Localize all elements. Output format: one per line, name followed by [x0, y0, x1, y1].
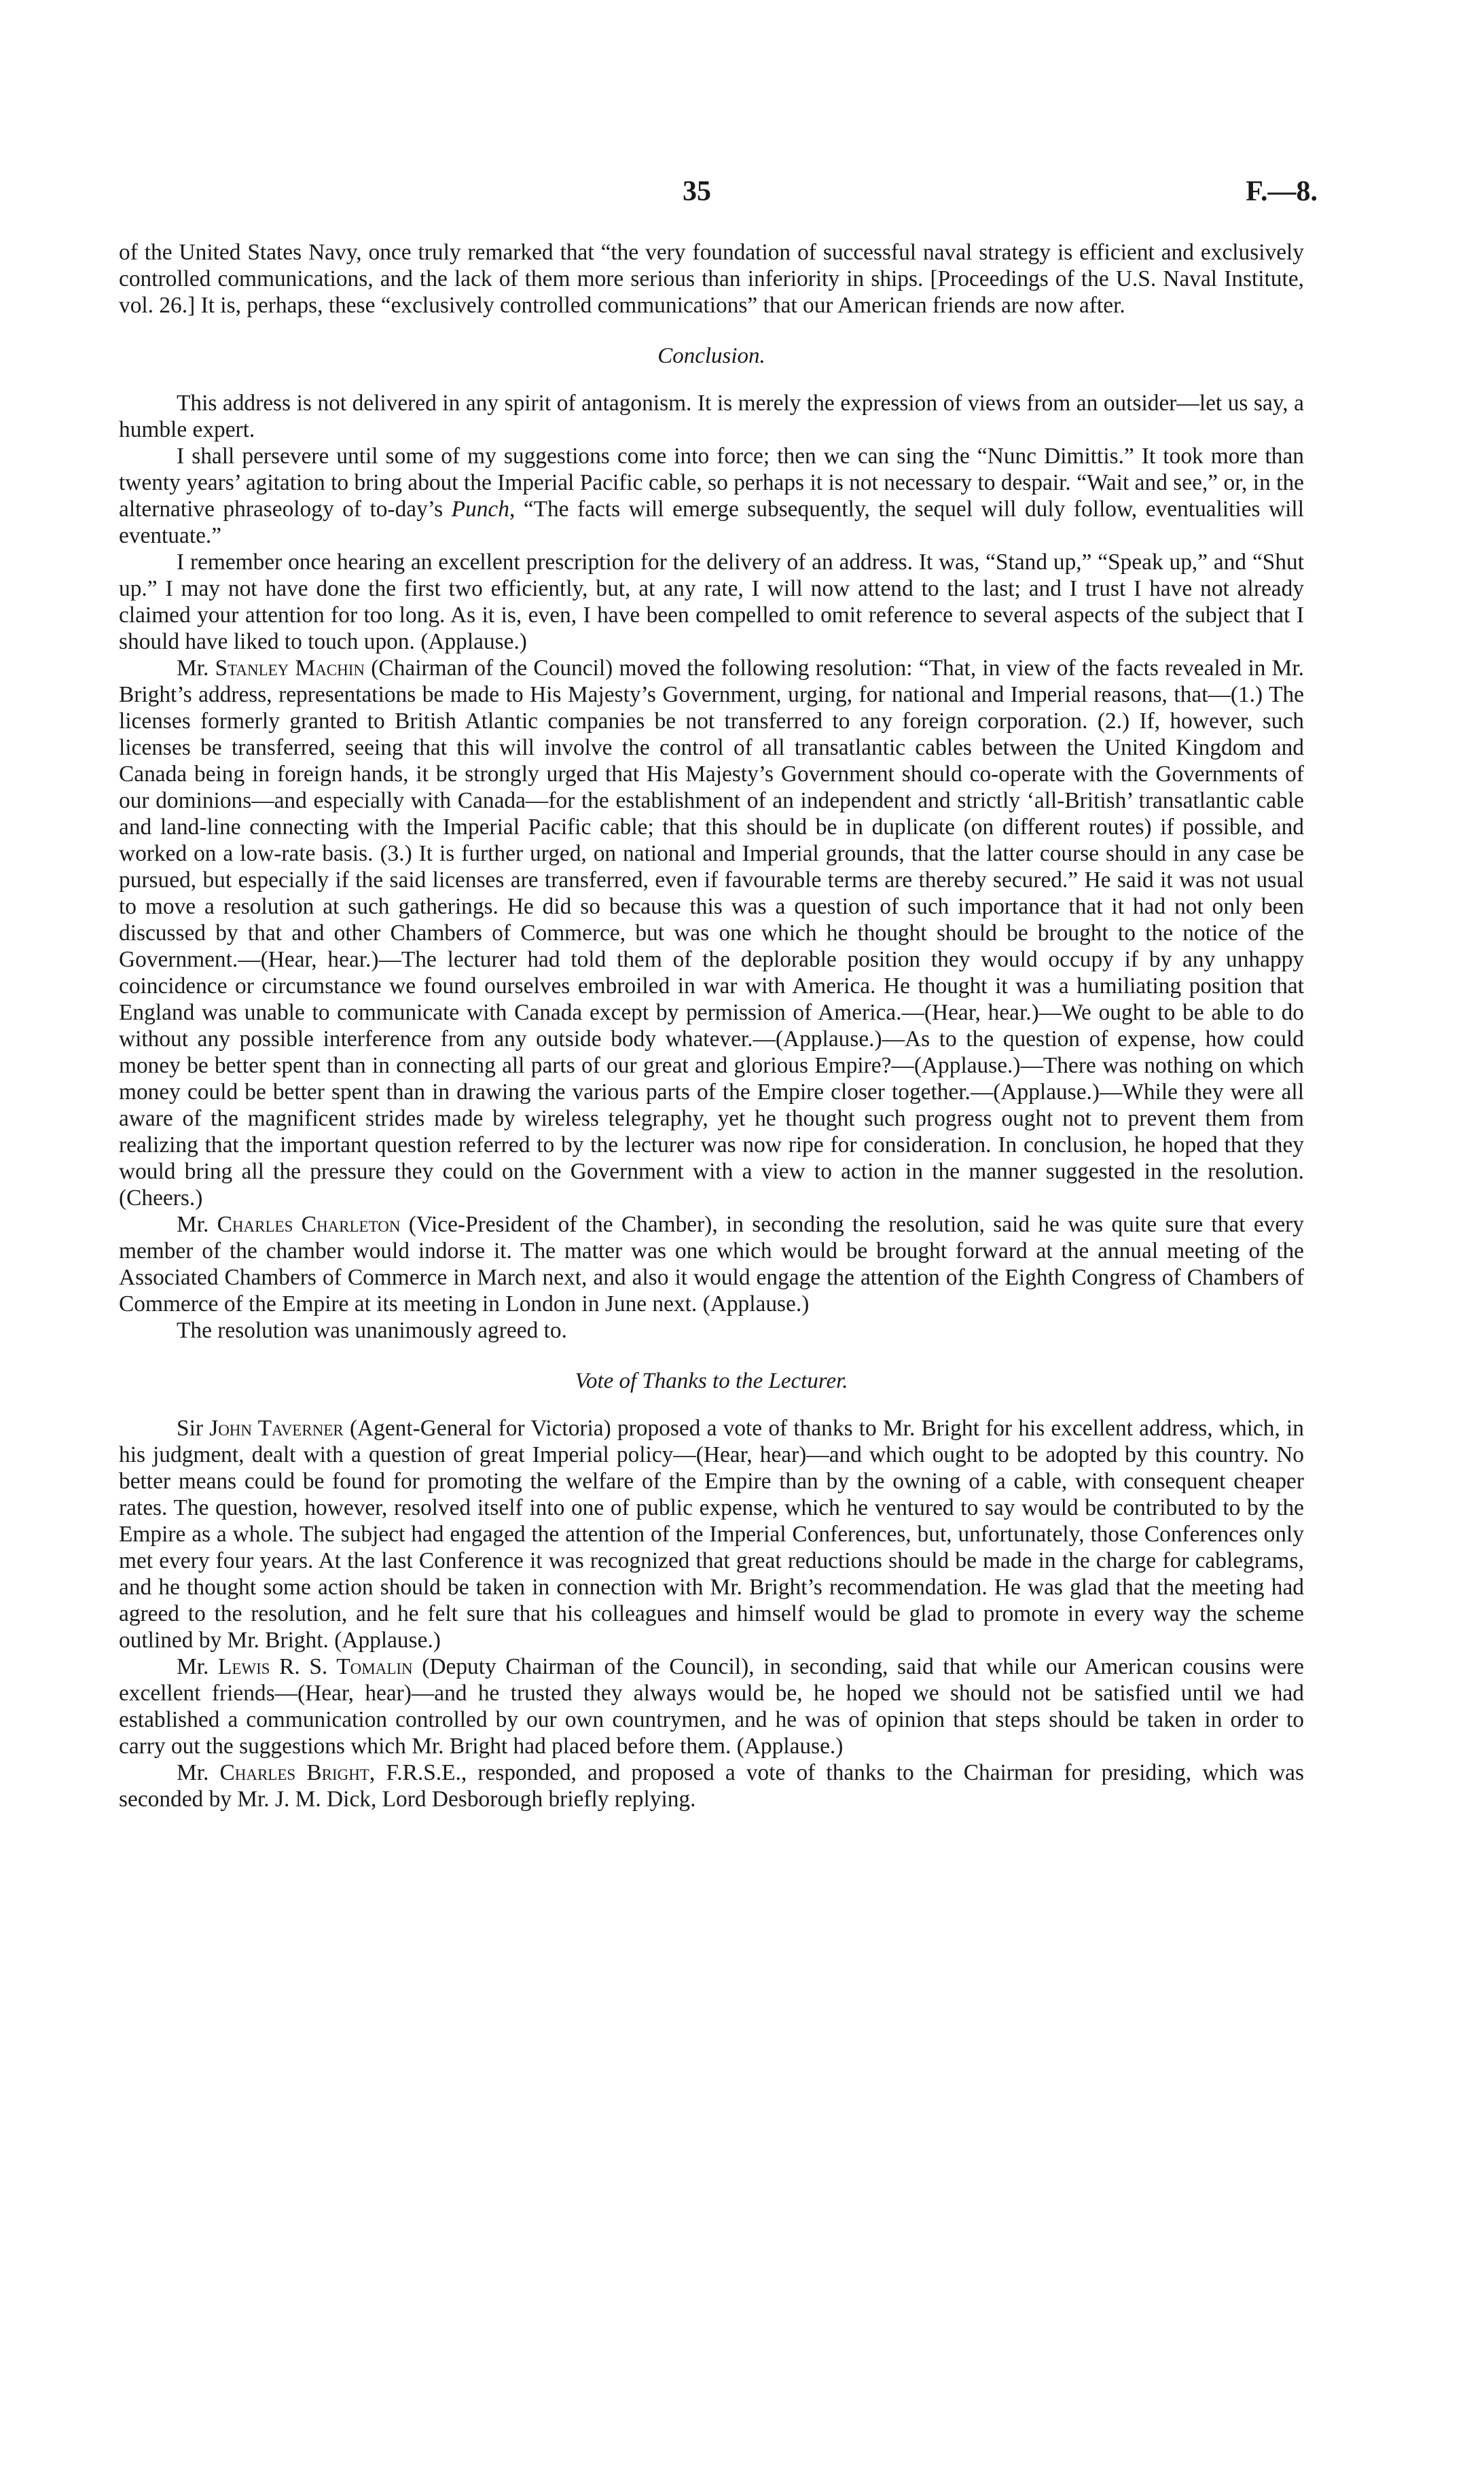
tomalin-text: (Deputy Chairman of the Council), in seconding, said that while our American cousins were excellent friends—(Hear, hear)—and he trusted they always would be, he hoped we should not be satisfied until we had established a communication controlled by our own countrymen, and he was of opinion that steps should be taken in order to carry out the suggestions which Mr. Bright had placed before them. (Applause.) [119, 1654, 1305, 1759]
machin-text: (Chairman of the Council) moved the following resolution: “That, in view of the facts revealed in Mr. Bright’s address, representations be made to His Majesty’s Government, urging, for national and Imperial reasons, that—(1.) The licenses formerly granted to British Atlantic companies be not transferred to any foreign corporation. (2.) If, however, such licenses be transferred, seeing that this will involve the control of all transatlantic cables between the United Kingdom and Canada being in foreign hands, it be strongly urged that His Majesty’s Government should co-operate with the Governments of our dominions—and especially with Canada—for the establishment of an independent and strictly ‘all-British’ transatlantic cable and land-line connecting with the Imperial Pacific cable; that this should be in duplicate (on different routes) if possible, and worked on a low-rate basis. (3.) It is further urged, on national and Imperial grounds, that the latter course should in any case be pursued, but especially if the said licenses are transferred, even if favourable terms are thereby secured.” He said it was not usual to move a resolution at such gatherings. He did so because this was a question of such importance that it had not only been discussed by that and other Chambers of Commerce, but was one which he thought should be brought to the notice of the Government.—(Hear, hear.)—The lecturer had told them of the deplorable position they would occupy if by any unhappy coincidence or circumstance we found ourselves embroiled in war with America. He thought it was a humiliating position that England was unable to communicate with Canada except by permission of America.—(Hear, hear.)—We ought to be able to do without any possible interference from any outside body whatever.—(Applause.)—As to the question of expense, how could money be better spent than in connecting all parts of our great and glorious Empire?—(Applause.)—There was nothing on which money could be better spent than in drawing the various parts of the Empire closer together.—(Applause.)—While they were all aware of the magnificent strides made by wireless telegraphy, yet he thought such progress ought not to prevent them from realizing that the important question referred to by the lecturer was now ripe for consideration. In conclusion, he hoped that they would bring all the pressure they could on the Government with a view to action in the manner suggested in the resolution. (Cheers.) [119, 656, 1304, 1211]
charleton-title: Mr. [177, 1212, 209, 1237]
page-number: 35 [683, 176, 711, 207]
conclusion-paragraph-1: This address is not delivered in any spirit of antagonism. It is merely the expression of views from an outsider—let us say, a humble expert. [119, 391, 1304, 442]
taverner-text: (Agent-General for Victoria) proposed a vote of thanks to Mr. Bright for his excellent address, which, in his judgment, dealt with a question of great Imperial policy—(Hear, hear)—and which ought to be adopted by this country. No better means could be found for promoting the welfare of the Empire than by the owning of a cable, with consequent cheaper rates. The question, however, resolved itself into one of public expense, which he ventured to say would be contributed to by the Empire as a whole. The subject had engaged the attention of the Imperial Conferences, but, unfortunately, those Conferences only met every four years. At the last Conference it was recognized that great reductions should be made in the charge for cablegrams, and he thought some action should be taken in connection with Mr. Bright’s recommendation. He was glad that the meeting had agreed to the resolution, and he felt sure that his colleagues and himself would be glad to promote in every way the scheme outlined by Mr. Bright. (Applause.) [119, 1416, 1304, 1653]
conclusion-paragraph-2-text-b: , “The facts will emerge subsequently, the sequel will duly follow, eventualities will eventuate.” [119, 497, 1304, 548]
page-body [119, 239, 1304, 1812]
conclusion-paragraph-2-text-a: I shall persevere until some of my suggestions come into force; then we can sing the “Nunc Dimittis.” It took more than twenty years’ agitation to bring about the Imperial Pacific cable, so perhaps it is not necessary to despair. “Wait and see,” or, in the alternative phraseology of to-day’s [119, 444, 1304, 522]
section-heading-conclusion: Conclusion. [657, 344, 765, 368]
charleton-text: (Vice-President of the Chamber), in seconding the resolution, said he was quite sure that every member of the chamber would indorse it. The matter was one which would be brought forward at the annual meeting of the Associated Chambers of Commerce in March next, and also it would engage the attention of the Eighth Congress of Chambers of Commerce of the Empire at its meeting in London in June next. (Applause.) [119, 1212, 1304, 1317]
tomalin-title: Mr. [177, 1654, 209, 1679]
bright-text: , F.R.S.E., responded, and proposed a vote of thanks to the Chairman for presiding, which was seconded by Mr. J. M. Dick, Lord Desborough briefly replying. [119, 1760, 1304, 1812]
charleton-paragraph [119, 1211, 1304, 1317]
speaker-name-charleton: Charles Charleton [217, 1212, 401, 1237]
taverner-paragraph [119, 1415, 1304, 1653]
bright-paragraph [119, 1759, 1304, 1812]
speaker-name-bright: Charles Bright [219, 1760, 369, 1785]
speaker-name-taverner: John Taverner [209, 1416, 344, 1441]
machin-paragraph [119, 655, 1304, 1211]
document-reference: F.—8. [1246, 176, 1318, 207]
resolution-agreed-paragraph: The resolution was unanimously agreed to. [177, 1318, 567, 1343]
section-heading-vote-of-thanks: Vote of Thanks to the Lecturer. [575, 1369, 848, 1393]
conclusion-paragraph-3: I remember once hearing an excellent prescription for the delivery of an address. It was, “Stand up,” “Speak up,” and “Shut up.” I may not have done the first two efficiently, but, at any rate, I will now attend to the last; and I trust I have not already claimed your attention for too long. As it is, even, I have been compelled to omit reference to several aspects of the subject that I should have liked to touch upon. (Applause.) [119, 550, 1304, 654]
tomalin-paragraph [119, 1653, 1304, 1759]
bright-title: Mr. [177, 1760, 209, 1785]
speaker-name-machin: Stanley Machin [215, 656, 365, 681]
punch-title: Punch [451, 497, 509, 522]
taverner-title: Sir [177, 1416, 203, 1441]
machin-title: Mr. [177, 656, 209, 681]
continuation-paragraph: of the United States Navy, once truly remarked that “the very foundation of successful naval strategy is efficient and exclusively controlled communications, and the lack of them more serious than inferiority in ships. [Proceedings of the U.S. Naval Institute, vol. 26.] It is, perhaps, these “exclusively controlled communications” that our American friends are now after. [119, 240, 1304, 318]
page-header [0, 175, 1484, 216]
speaker-name-tomalin: Lewis R. S. Tomalin [217, 1654, 413, 1679]
conclusion-paragraph-2 [119, 443, 1304, 549]
